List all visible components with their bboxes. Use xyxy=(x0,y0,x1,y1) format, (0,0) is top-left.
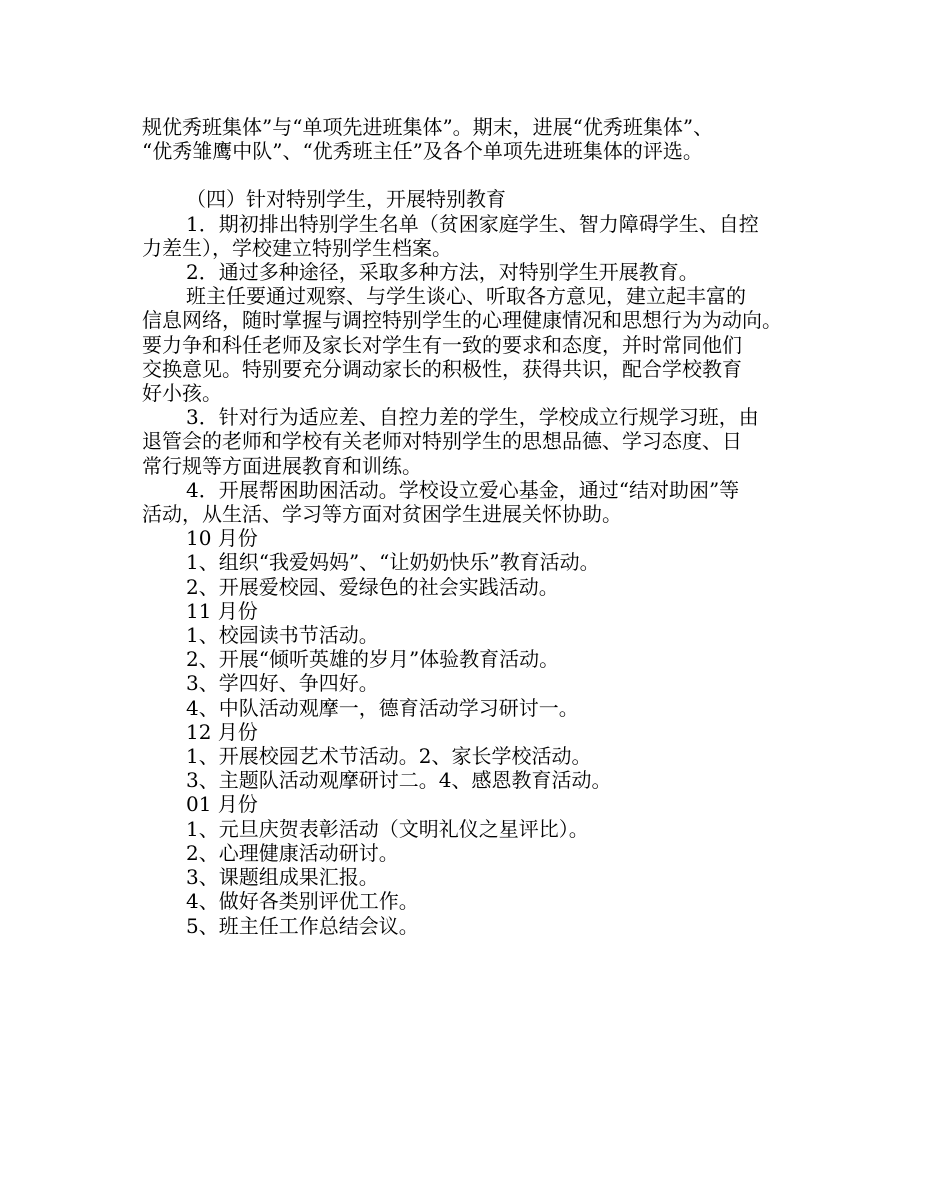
plan-item: 2、开展爱校园、爱绿色的社会实践活动。 xyxy=(186,574,559,599)
paragraph-first-line: 班主任要通过观察、与学生谈心、听取各方意见，建立起丰富的 xyxy=(186,284,746,309)
text-line: 要力争和科任老师及家长对学生有一致的要求和态度，并时常同他们 xyxy=(142,332,742,357)
month-heading: 11 月份 xyxy=(186,598,258,623)
plan-item: 1、校园读书节活动。 xyxy=(186,623,379,648)
plan-item: 3、课题组成果汇报。 xyxy=(186,865,379,890)
plan-item: 1、组织“我爱妈妈”、“让奶奶快乐”教育活动。 xyxy=(186,550,600,575)
text-line: “优秀雏鹰中队”、“优秀班主任”及各个单项先进班集体的评选。 xyxy=(142,139,703,164)
document-page xyxy=(142,115,822,938)
month-heading: 10 月份 xyxy=(186,526,258,551)
text-line: 好小孩。 xyxy=(142,381,222,406)
plan-item: 4、做好各类别评优工作。 xyxy=(186,889,419,914)
section-heading: （四）针对特别学生，开展特别教育 xyxy=(186,187,506,212)
text-line: 活动，从生活、学习等方面对贫困学生进展关怀协助。 xyxy=(142,502,622,527)
paragraph-gap xyxy=(142,163,822,187)
plan-item: 2、开展“倾听英雄的岁月”体验教育活动。 xyxy=(186,647,560,672)
plan-item: 4、中队活动观摩一，德育活动学习研讨一。 xyxy=(186,695,579,720)
text-line: 力差生），学校建立特别学生档案。 xyxy=(142,235,452,260)
paragraph-first-line: 3．针对行为适应差、自控力差的学生，学校成立行规学习班，由 xyxy=(186,405,759,430)
paragraph-first-line: 1．期初排出特别学生名单（贫困家庭学生、智力障碍学生、自控 xyxy=(186,211,759,236)
paragraph-first-line: 2．通过多种途径，采取多种方法，对特别学生开展教育。 xyxy=(186,260,699,285)
plan-item: 3、主题队活动观摩研讨二。4、感恩教育活动。 xyxy=(186,768,612,793)
plan-item: 1、元旦庆贺表彰活动（文明礼仪之星评比）。 xyxy=(186,816,589,841)
text-line: 规优秀班集体”与“单项先进班集体”。期末，进展“优秀班集体”、 xyxy=(142,115,714,139)
text-line: 常行规等方面进展教育和训练。 xyxy=(142,453,422,478)
plan-item: 2、心理健康活动研讨。 xyxy=(186,840,399,865)
plan-item: 3、学四好、争四好。 xyxy=(186,671,379,696)
text-line: 退管会的老师和学校有关老师对特别学生的思想品德、学习态度、日 xyxy=(142,429,742,454)
month-heading: 01 月份 xyxy=(186,792,258,817)
plan-item: 1、开展校园艺术节活动。2、家长学校活动。 xyxy=(186,744,592,769)
plan-item: 5、班主任工作总结会议。 xyxy=(186,913,419,938)
month-heading: 12 月份 xyxy=(186,719,258,744)
text-line: 交换意见。特别要充分调动家长的积极性，获得共识，配合学校教育 xyxy=(142,356,742,381)
text-line: 信息网络，随时掌握与调控特别学生的心理健康情况和思想行为为动向。 xyxy=(142,308,782,333)
paragraph-first-line: 4．开展帮困助困活动。学校设立爱心基金，通过“结对助困”等 xyxy=(186,477,740,502)
